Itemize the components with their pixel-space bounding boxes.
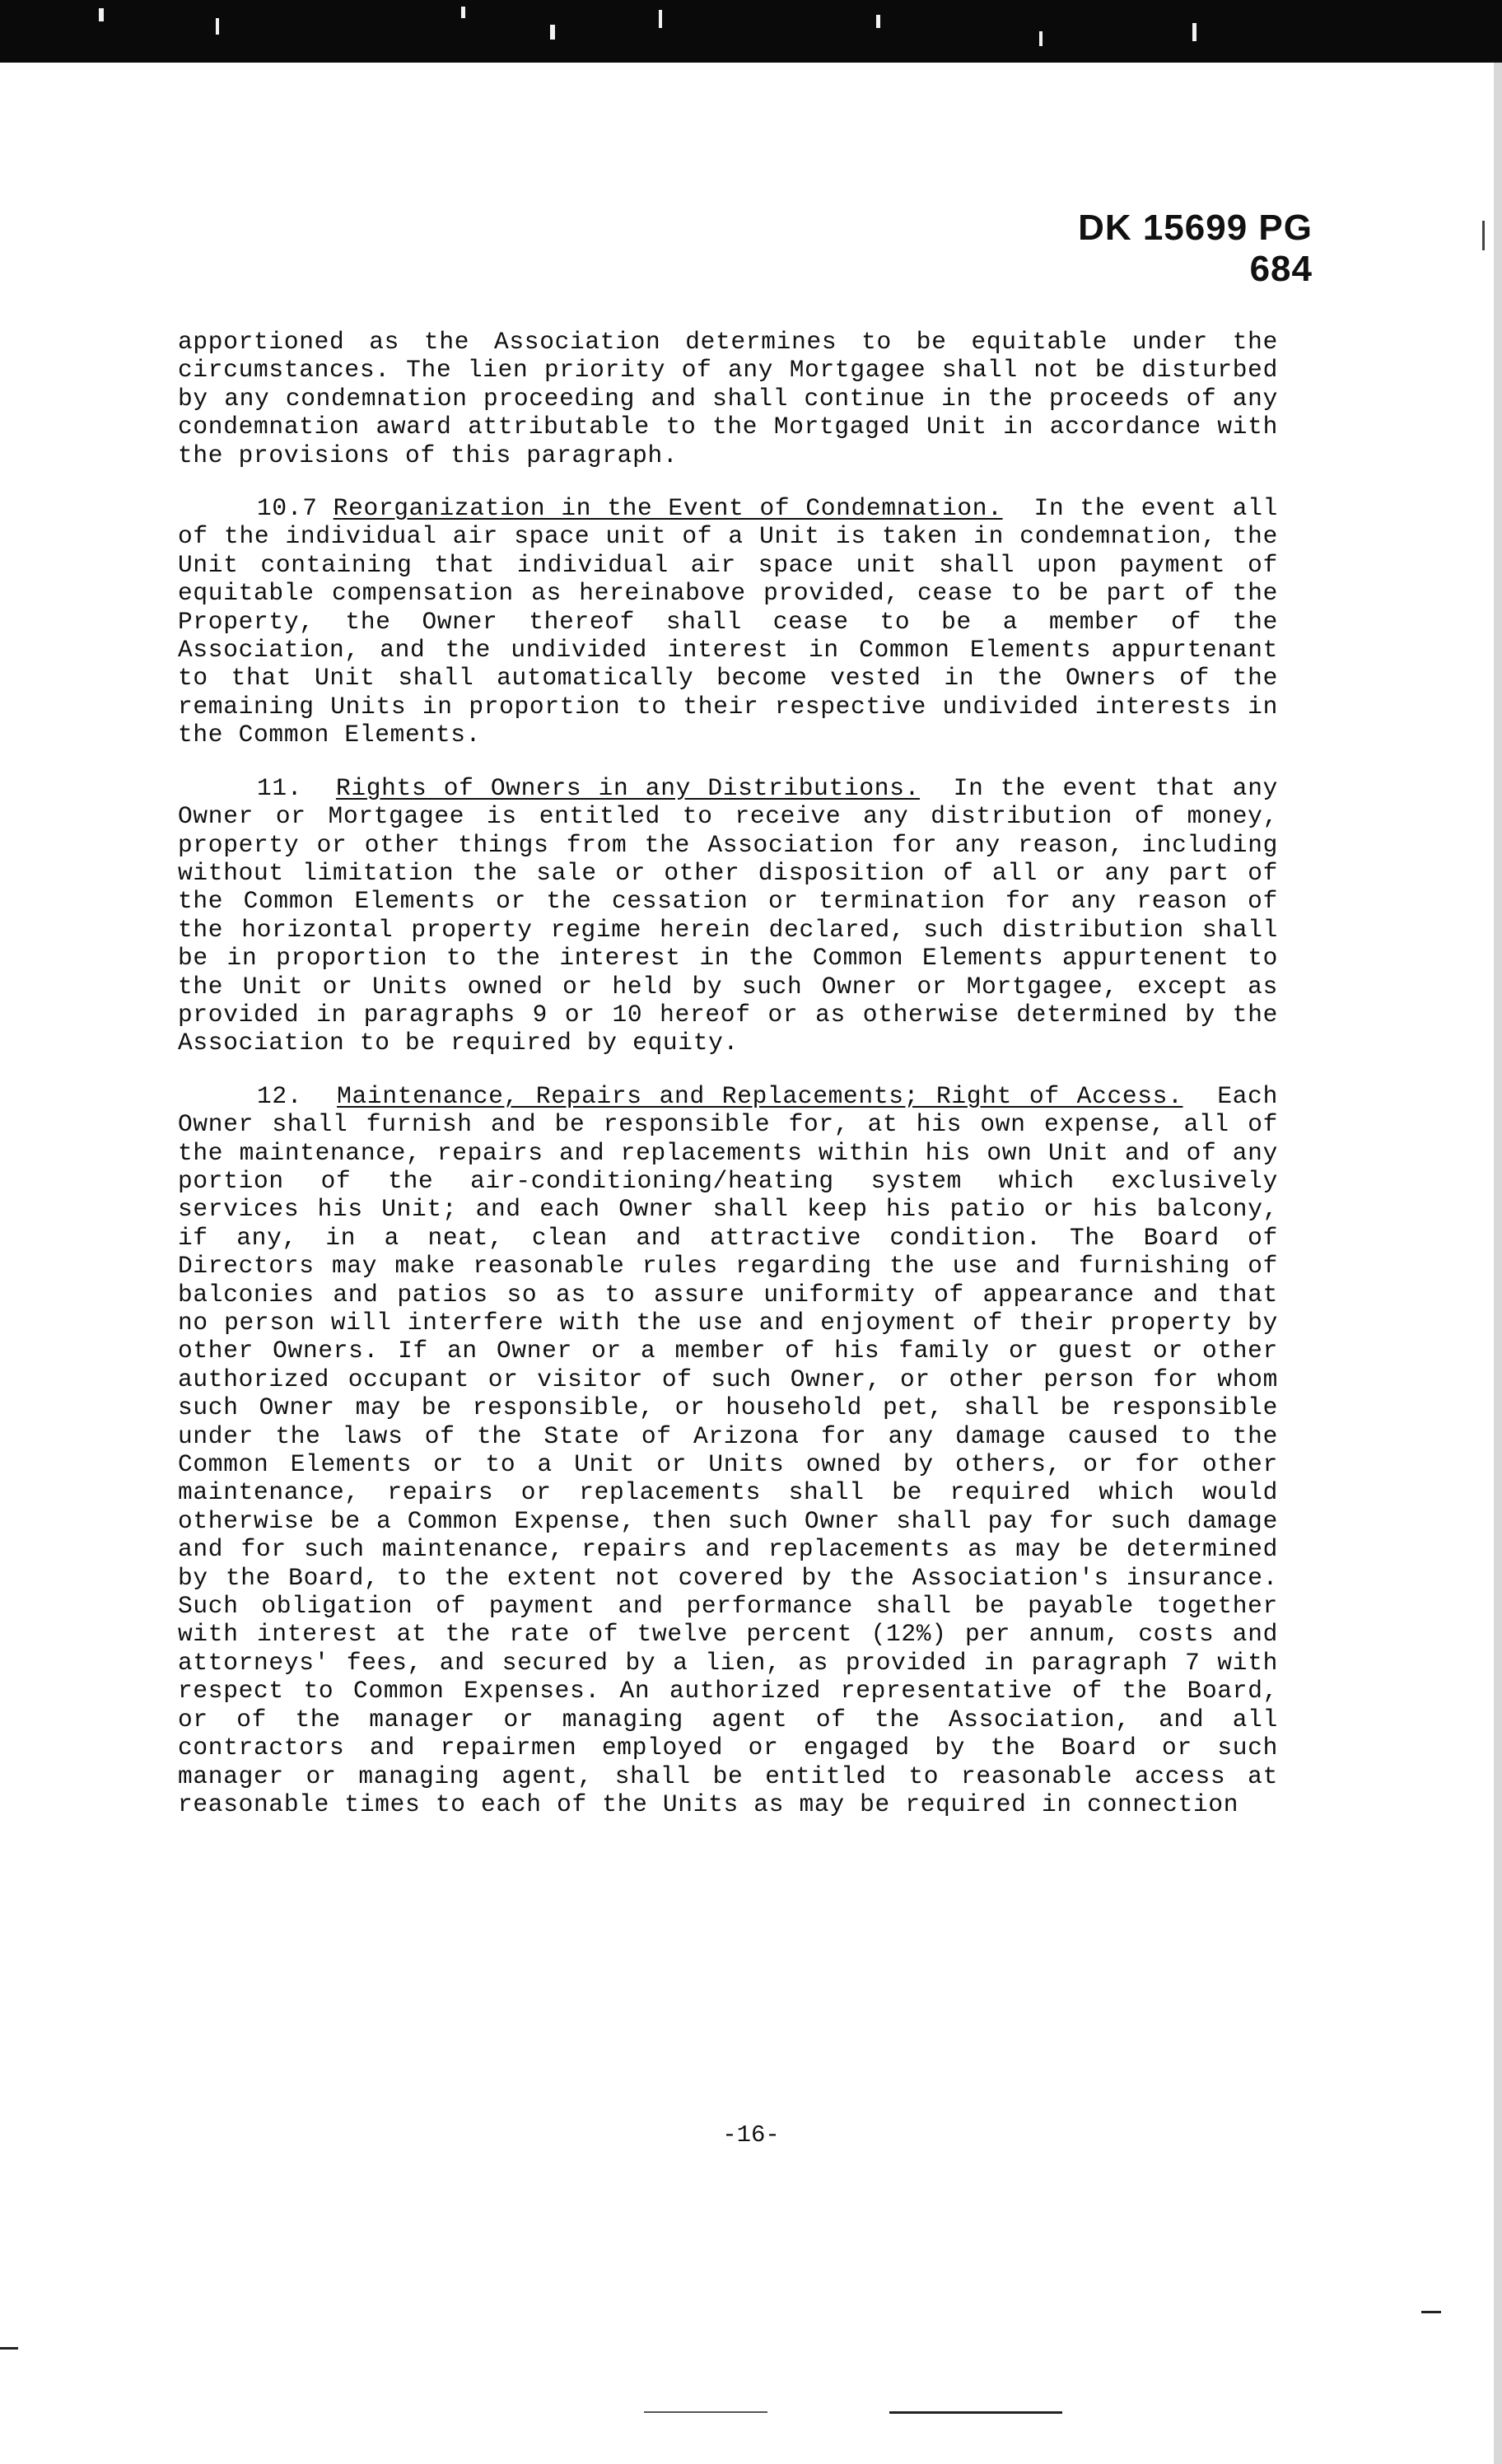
paragraph-text: apportioned as the Association determines to be equitable under the circumstances. The lien priority of any Mortgagee shall not be disturbed by any condemnation proceeding and shall continue in the proceeds of any condemnation award attributable to the Mortgaged Unit in accordance with the provisions of this paragraph.	[178, 328, 1278, 469]
paragraph-text: In the event that any Owner or Mortgagee is entitled to receive any distribution of money, property or other things from the Association for any reason, including without limitation the sale or other disposition of all or any part of the Common Elements or the cessation or termination for any reason of the horizontal property regime herein declared, such distribution shall be in proportion to the interest in the Common Elements appurtenent to the Unit or Units owned or held by such Owner or Mortgagee, except as provided in paragraphs 9 or 10 hereof or as otherwise determined by the Association to be required by equity.	[178, 773, 1279, 1057]
paragraph-11	[178, 774, 1278, 1057]
scan-margin-mark	[1421, 2311, 1441, 2313]
scan-speck	[659, 10, 662, 28]
scan-border-right	[1494, 63, 1502, 2464]
paragraph-10-7	[178, 494, 1278, 749]
scan-speck	[216, 18, 219, 35]
section-heading: Reorganization in the Event of Condemnation.	[333, 494, 1003, 523]
scan-margin-mark	[889, 2411, 1062, 2414]
scan-speck	[1192, 23, 1196, 41]
scan-speck	[461, 7, 465, 18]
scan-speck	[876, 15, 880, 28]
section-heading: Rights of Owners in any Distributions.	[335, 773, 921, 802]
section-number: 11.	[257, 773, 303, 802]
scan-speck	[1039, 31, 1043, 46]
scan-speck	[550, 25, 555, 40]
book-page-stamp: DK 15699 PG 684	[1078, 208, 1313, 289]
scan-margin-mark	[0, 2347, 18, 2350]
scan-speck	[99, 8, 104, 21]
scan-margin-mark	[1482, 221, 1485, 250]
section-number: 12.	[257, 1081, 303, 1110]
paragraph-text: In the event all of the individual air space unit of a Unit is taken in condemnation, the Unit containing that individual air space unit shall upon payment of equitable compensation as hereinabove provided, cease to be part of the Property, the Owner thereof shall cease to be a member of the Association, and the undivided interest in Common Elements appurtenant to that Unit shall automatically become vested in the Owners of the remaining Units in proportion to their respective undivided interests in the Common Elements.	[178, 494, 1279, 749]
page-number: -16-	[722, 2121, 780, 2149]
scan-border-top	[0, 0, 1502, 63]
section-number: 10.7	[257, 494, 318, 523]
paragraph-continuation	[178, 328, 1278, 469]
paragraph-12	[178, 1082, 1278, 1819]
paragraph-text: Each Owner shall furnish and be responsible for, at his own expense, all of the maintenance, repairs and replacements within his own Unit and of any portion of the air-conditioning/heating system which exclusively services his Unit; and each Owner shall keep his patio or his balcony, if any, in a neat, clean and attractive condition. The Board of Directors may make reasonable rules regarding the use and furnishing of balconies and patios so as to assure uniformity of appearance and that no person will interfere with the use and enjoyment of their property by other Owners. If an Owner or a member of his family or guest or other authorized occupant or visitor of such Owner, or other person for whom such Owner may be responsible, or household pet, shall be responsible under the laws of the State of Arizona for any damage caused to the Common Elements or to a Unit or Units owned by others, or for other maintenance, repairs or replacements shall be required which would otherwise be a Common Expense, then such Owner shall pay for such damage and for such maintenance, repairs and replacements as may be determined by the Board, to the extent not covered by the Association's insurance. Such obligation of payment and performance shall be payable together with interest at the rate of twelve percent (12%) per annum, costs and attorneys' fees, and secured by a lien, as provided in paragraph 7 with respect to Common Expenses. An authorized representative of the Board, or of the manager or managing agent of the Association, and all contractors and repairmen employed or engaged by the Board or such manager or managing agent, shall be entitled to reasonable access at reasonable times to each of the Units as may be required in connection	[178, 1081, 1278, 1818]
document-body	[178, 328, 1278, 1843]
scan-margin-mark	[644, 2411, 767, 2413]
section-heading: Maintenance, Repairs and Replacements; Right of Access.	[337, 1081, 1183, 1110]
